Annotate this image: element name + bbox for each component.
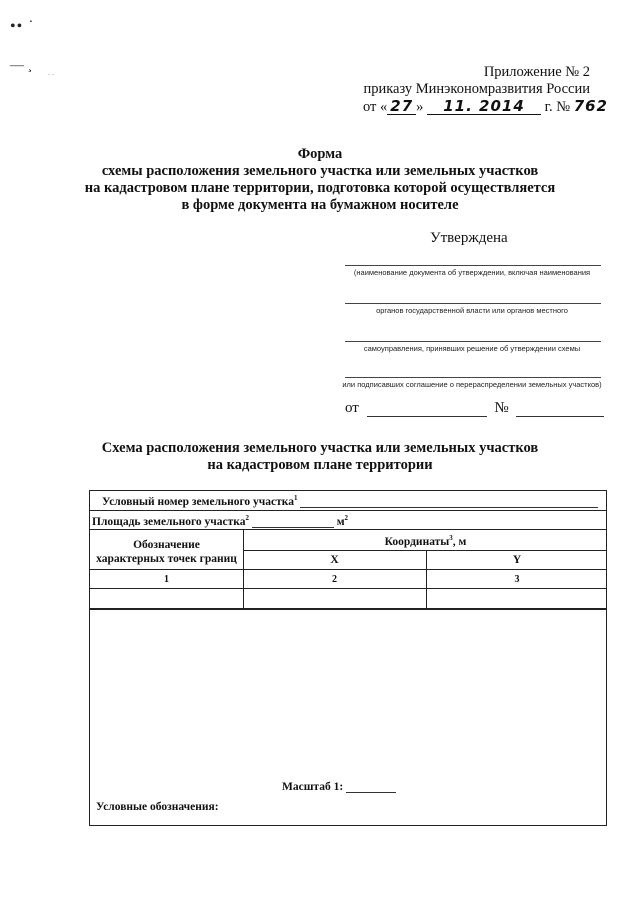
appendix-day: 27 [387, 99, 416, 115]
scheme-form [89, 490, 607, 826]
form-title: Форма [297, 146, 343, 162]
coords-header-unit: , м [452, 535, 467, 548]
appendix-date-line [363, 97, 608, 116]
approval-field-line[interactable] [345, 265, 601, 266]
x-cell[interactable] [244, 589, 426, 607]
coords-column-header [243, 534, 608, 548]
footnote-mark: 2 [245, 514, 249, 522]
coords-header-label: Координаты [384, 535, 450, 548]
appendix-quote-close: » [416, 99, 424, 115]
approval-field-line[interactable] [345, 303, 601, 304]
appendix-number: Приложение № 2 [483, 64, 590, 80]
scheme-title: на кадастровом плане территории [207, 457, 433, 473]
footnote-mark: 1 [293, 494, 298, 502]
approval-caption: самоуправления, принявших решение об утверждении схемы [363, 344, 581, 353]
scale-label: Масштаб 1: [282, 781, 344, 793]
approval-from-label: от [345, 400, 359, 416]
approval-caption: или подписавших соглашение о перераспределении земельных участков) [342, 380, 602, 389]
area-label: Площадь земельного участка [92, 515, 246, 528]
plot-number-row [102, 494, 598, 508]
area-field[interactable] [252, 516, 334, 528]
approval-field-line[interactable] [345, 341, 601, 342]
scale-field[interactable] [346, 781, 396, 793]
approval-number-field[interactable] [516, 404, 604, 417]
approval-field-line[interactable] [345, 377, 601, 378]
row-divider [90, 510, 606, 511]
points-header-line: Обозначение [133, 539, 200, 551]
scan-mark: •• ˙ [10, 18, 35, 35]
scan-mark: . . [48, 68, 54, 77]
x-column-header: X [330, 554, 339, 566]
footnote-mark: 3 [449, 534, 453, 542]
plot-number-label: Условный номер земельного участка [102, 495, 294, 508]
approved-label: Утверждена [430, 230, 508, 246]
y-cell[interactable] [427, 589, 608, 607]
approval-caption: органов государственной власти или органов местного [376, 306, 568, 315]
column-number: 2 [332, 574, 337, 585]
point-cell[interactable] [90, 589, 243, 607]
column-number: 3 [514, 574, 520, 585]
area-unit: м [336, 515, 345, 528]
row-divider [90, 608, 606, 610]
appendix-order: приказу Минэкономразвития России [363, 81, 590, 97]
area-unit-power: 2 [344, 514, 349, 522]
appendix-from: от « [363, 99, 388, 115]
appendix-month-year: 11. 2014 [427, 99, 541, 115]
approval-date-field[interactable] [367, 404, 487, 417]
plot-number-field[interactable] [300, 496, 598, 508]
points-header-line: характерных точек границ [96, 553, 237, 565]
legend-label: Условные обозначения: [96, 801, 219, 813]
approval-number-label: № [494, 400, 509, 416]
row-divider [90, 529, 606, 530]
scale-row [282, 781, 396, 793]
row-divider [243, 550, 606, 551]
points-column-header [90, 538, 243, 566]
scheme-title: Схема расположения земельного участка или земельных участков [101, 440, 539, 456]
form-subtitle-line: схемы расположения земельного участка или земельных участков [101, 163, 539, 179]
appendix-order-number: 762 [573, 97, 608, 115]
appendix-year-suffix: г. № [544, 99, 571, 115]
area-row [92, 514, 348, 528]
row-divider [90, 569, 606, 570]
approval-caption: (наименование документа об утверждении, включая наименования [353, 268, 591, 277]
form-subtitle-line: на кадастровом плане территории, подготовка которой осуществляется [84, 180, 556, 196]
form-subtitle-line: в форме документа на бумажном носителе [181, 197, 459, 213]
scan-mark: — ¸ [10, 58, 33, 73]
column-number: 1 [164, 574, 169, 585]
y-column-header: Y [512, 554, 522, 566]
approval-date-number-row [345, 400, 604, 417]
